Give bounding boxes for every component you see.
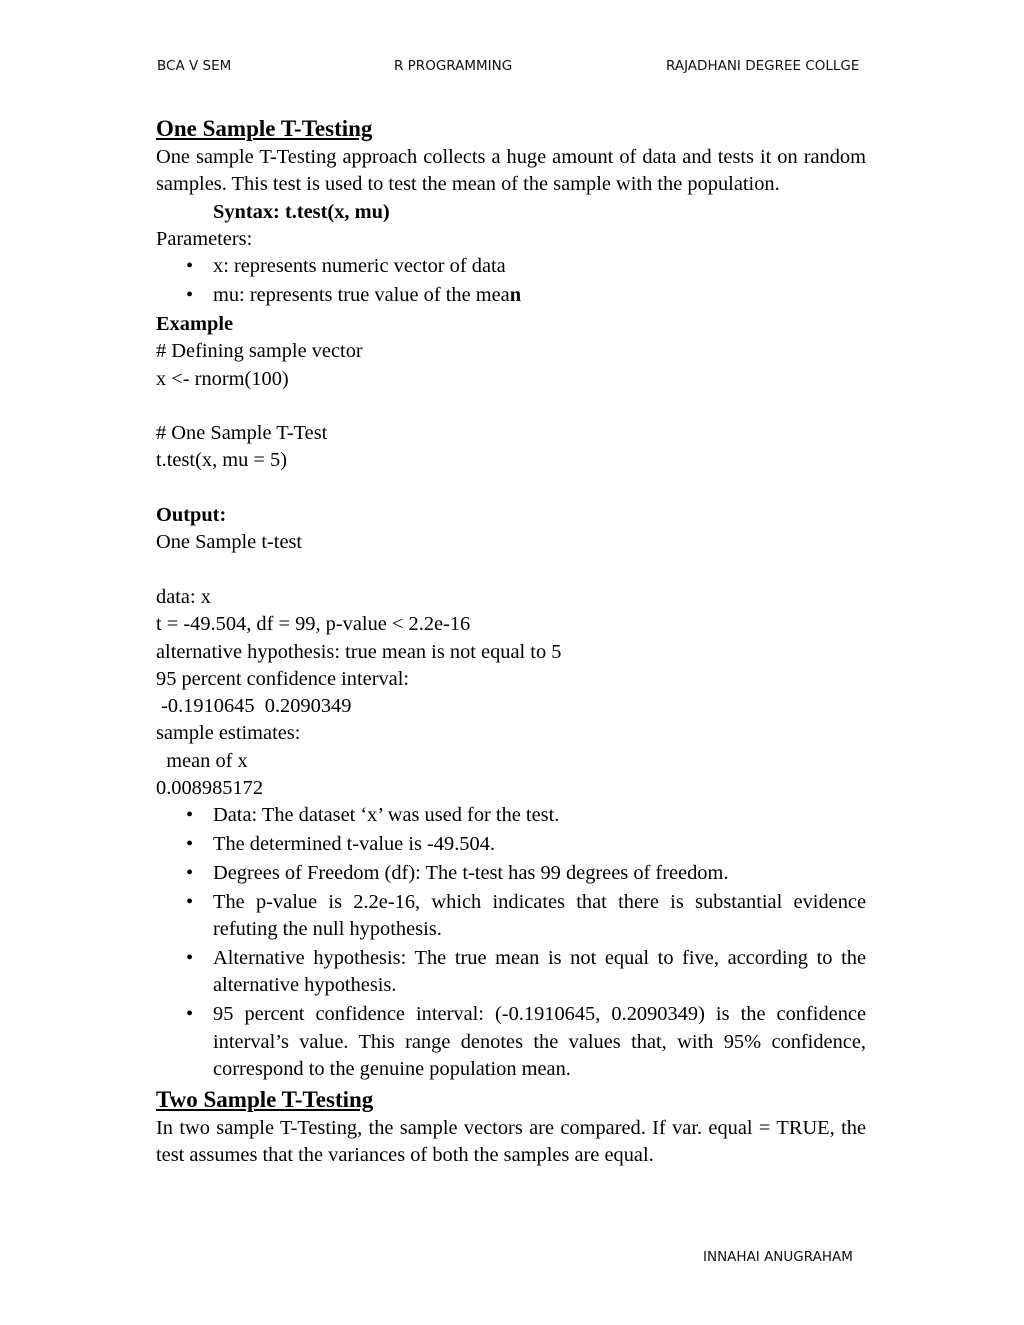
bullet-icon: • (186, 804, 194, 827)
output-line: data: x (156, 585, 211, 608)
output-line: 0.008985172 (156, 777, 264, 800)
output-line: alternative hypothesis: true mean is not equal to 5 (156, 640, 562, 663)
explanation-text: Alternative hypothesis: The true mean is not equal to five, according to the alternative hypothesis. (213, 947, 866, 997)
parameter-text: mu: represents true value of the mea (213, 284, 510, 307)
blank-line (156, 557, 866, 584)
section-intro-one-sample: One sample T-Testing approach collects a huge amount of data and tests it on random samples. This test is used to test the mean of the sample with the population. (156, 146, 866, 196)
output-line: -0.1910645 0.2090349 (156, 695, 352, 718)
section-intro-two-sample: In two sample T-Testing, the sample vectors are compared. If var. equal = TRUE, the test assumes that the variances of both the samples are equal. (156, 1116, 866, 1167)
output-line: mean of x (156, 749, 248, 772)
parameter-text: x: represents numeric vector of data (213, 255, 506, 278)
bullet-icon: • (186, 833, 194, 856)
code-line: # One Sample T-Test (156, 422, 328, 445)
code-line: t.test(x, mu = 5) (156, 449, 287, 472)
code-line: x <- rnorm(100) (156, 367, 289, 390)
explanation-text: 95 percent confidence interval: (-0.1910645, 0.2090349) is the confidence interval’s value. This range denotes the values that, with 95% confidence, correspond to the genuine population mean. (213, 1003, 866, 1080)
list-item (156, 253, 866, 280)
blank-line (156, 393, 866, 420)
explanation-text: The p-value is 2.2e-16, which indicates that there is substantial evidence refuting the null hypothesis. (213, 890, 866, 941)
list-item (156, 945, 866, 1000)
list-item (156, 889, 866, 944)
document-body (156, 114, 866, 1169)
example-label: Example (156, 312, 234, 335)
list-item (156, 802, 866, 829)
blank-line (156, 475, 866, 502)
list-item (156, 831, 866, 858)
bullet-icon: • (186, 947, 194, 970)
parameter-text-bold-end: n (509, 284, 522, 307)
parameters-label: Parameters: (156, 227, 253, 250)
explanation-list (156, 802, 866, 1083)
syntax-line: Syntax: t.test(x, mu) (213, 200, 390, 223)
explanation-text: Degrees of Freedom (df): The t-test has 99 degrees of freedom. (213, 862, 729, 885)
section-heading-two-sample: Two Sample T-Testing (156, 1086, 374, 1112)
bullet-icon: • (186, 862, 194, 885)
output-line: One Sample t-test (156, 531, 303, 554)
output-line: sample estimates: (156, 722, 301, 745)
output-line: 95 percent confidence interval: (156, 667, 410, 690)
code-line: # Defining sample vector (156, 340, 363, 363)
bullet-icon: • (186, 1003, 194, 1026)
list-item (156, 282, 866, 309)
bullet-icon: • (186, 255, 194, 278)
list-item (156, 860, 866, 887)
footer-author: INNAHAI ANUGRAHAM (703, 1249, 853, 1265)
output-line: t = -49.504, df = 99, p-value < 2.2e-16 (156, 613, 471, 636)
output-label: Output: (156, 504, 227, 527)
section-heading-one-sample: One Sample T-Testing (156, 116, 373, 141)
bullet-icon: • (186, 890, 194, 913)
explanation-text: Data: The dataset ‘x’ was used for the test. (213, 804, 560, 827)
header-college: RAJADHANI DEGREE COLLGE (666, 58, 860, 74)
list-item (156, 1001, 866, 1083)
header-course: BCA V SEM (157, 58, 232, 74)
header-subject: R PROGRAMMING (394, 58, 513, 74)
explanation-text: The determined t-value is -49.504. (213, 833, 495, 856)
bullet-icon: • (186, 284, 194, 307)
parameters-list (156, 253, 866, 309)
